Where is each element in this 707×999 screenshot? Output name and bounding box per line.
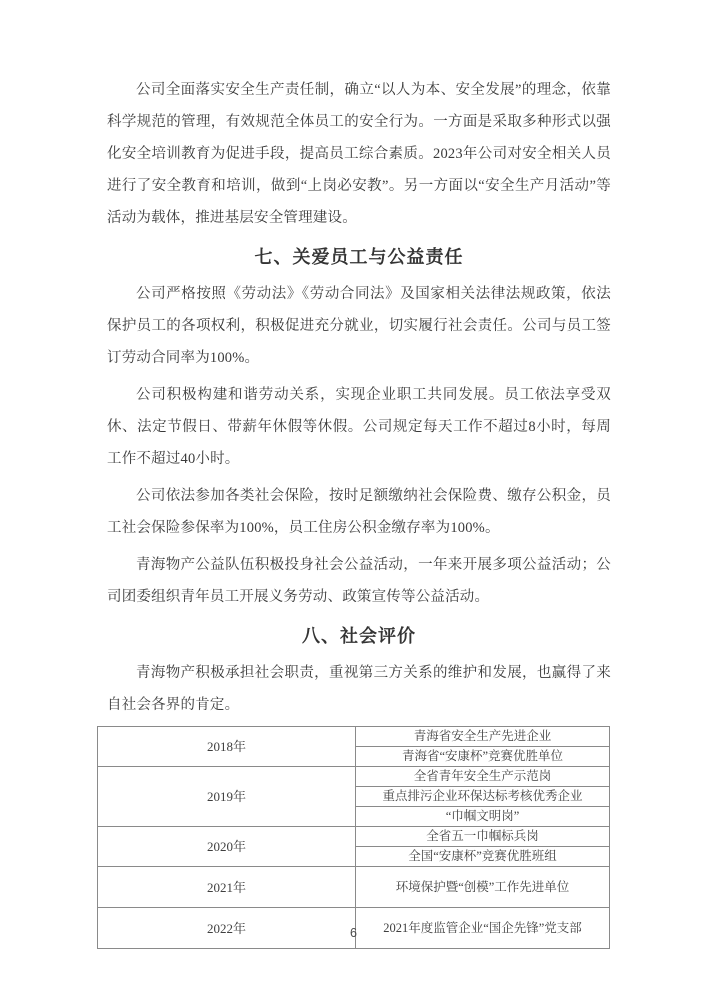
award-cell: 环境保护暨“创模”工作先进单位 [356,867,610,908]
table-row [98,767,610,787]
award-cell: 青海省“安康杯”竞赛优胜单位 [356,747,610,767]
paragraph-work-hours: 公司积极构建和谐劳动关系，实现企业职工共同发展。员工依法享受双休、法定节假日、带薪年休假等休假。公司规定每天工作不超过8小时，每周工作不超过40小时。 [107,387,611,467]
award-cell: 重点排污企业环保达标考核优秀企业 [356,787,610,807]
awards-table [97,726,610,949]
paragraph-safety: 公司全面落实安全生产责任制，确立“以人为本、安全发展”的理念，依靠科学规范的管理，有效规范全体员工的安全行为。一方面是采取多种形式以强化安全培训教育为促进手段，提高员工综合素质。2023年公司对安全相关人员进行了安全教育和培训，做到“上岗必安教”。另一方面以“安全生产月活动”等活动为载体，推进基层安全管理建设。 [107,82,611,226]
table-row [98,827,610,847]
award-cell: 全国“安康杯”竞赛优胜班组 [356,847,610,867]
table-row [98,867,610,908]
section-7-heading: 七、关爱员工与公益责任 [254,247,464,267]
paragraph-public-welfare: 青海物产公益队伍积极投身社会公益活动，一年来开展多项公益活动；公司团委组织青年员工开展义务劳动、政策宣传等公益活动。 [107,557,611,605]
award-cell: “巾帼文明岗” [356,807,610,827]
paragraph-social-insurance: 公司依法参加各类社会保险，按时足额缴纳社会保险费、缴存公积金，员工社会保险参保率为100%，员工住房公积金缴存率为100%。 [107,488,611,536]
award-cell: 青海省安全生产先进企业 [356,727,610,747]
page-number: 6 [350,926,357,940]
award-cell: 2021年度监管企业“国企先锋”党支部 [356,908,610,949]
page-content [107,74,611,949]
year-cell-2018: 2018年 [98,727,356,767]
paragraph-labor-law: 公司严格按照《劳动法》《劳动合同法》及国家相关法律法规政策，依法保护员工的各项权利，积极促进充分就业，切实履行社会责任。公司与员工签订劳动合同率为100%。 [107,286,611,366]
section-8-heading: 八、社会评价 [302,626,416,646]
year-cell-2019: 2019年 [98,767,356,827]
year-cell-2020: 2020年 [98,827,356,867]
year-cell-2022: 2022年 [98,908,356,949]
paragraph-social-evaluation: 青海物产积极承担社会职责，重视第三方关系的维护和发展，也赢得了来自社会各界的肯定。 [107,665,611,713]
year-cell-2021: 2021年 [98,867,356,908]
table-row [98,727,610,747]
award-cell: 全省五一巾帼标兵岗 [356,827,610,847]
award-cell: 全省青年安全生产示范岗 [356,767,610,787]
